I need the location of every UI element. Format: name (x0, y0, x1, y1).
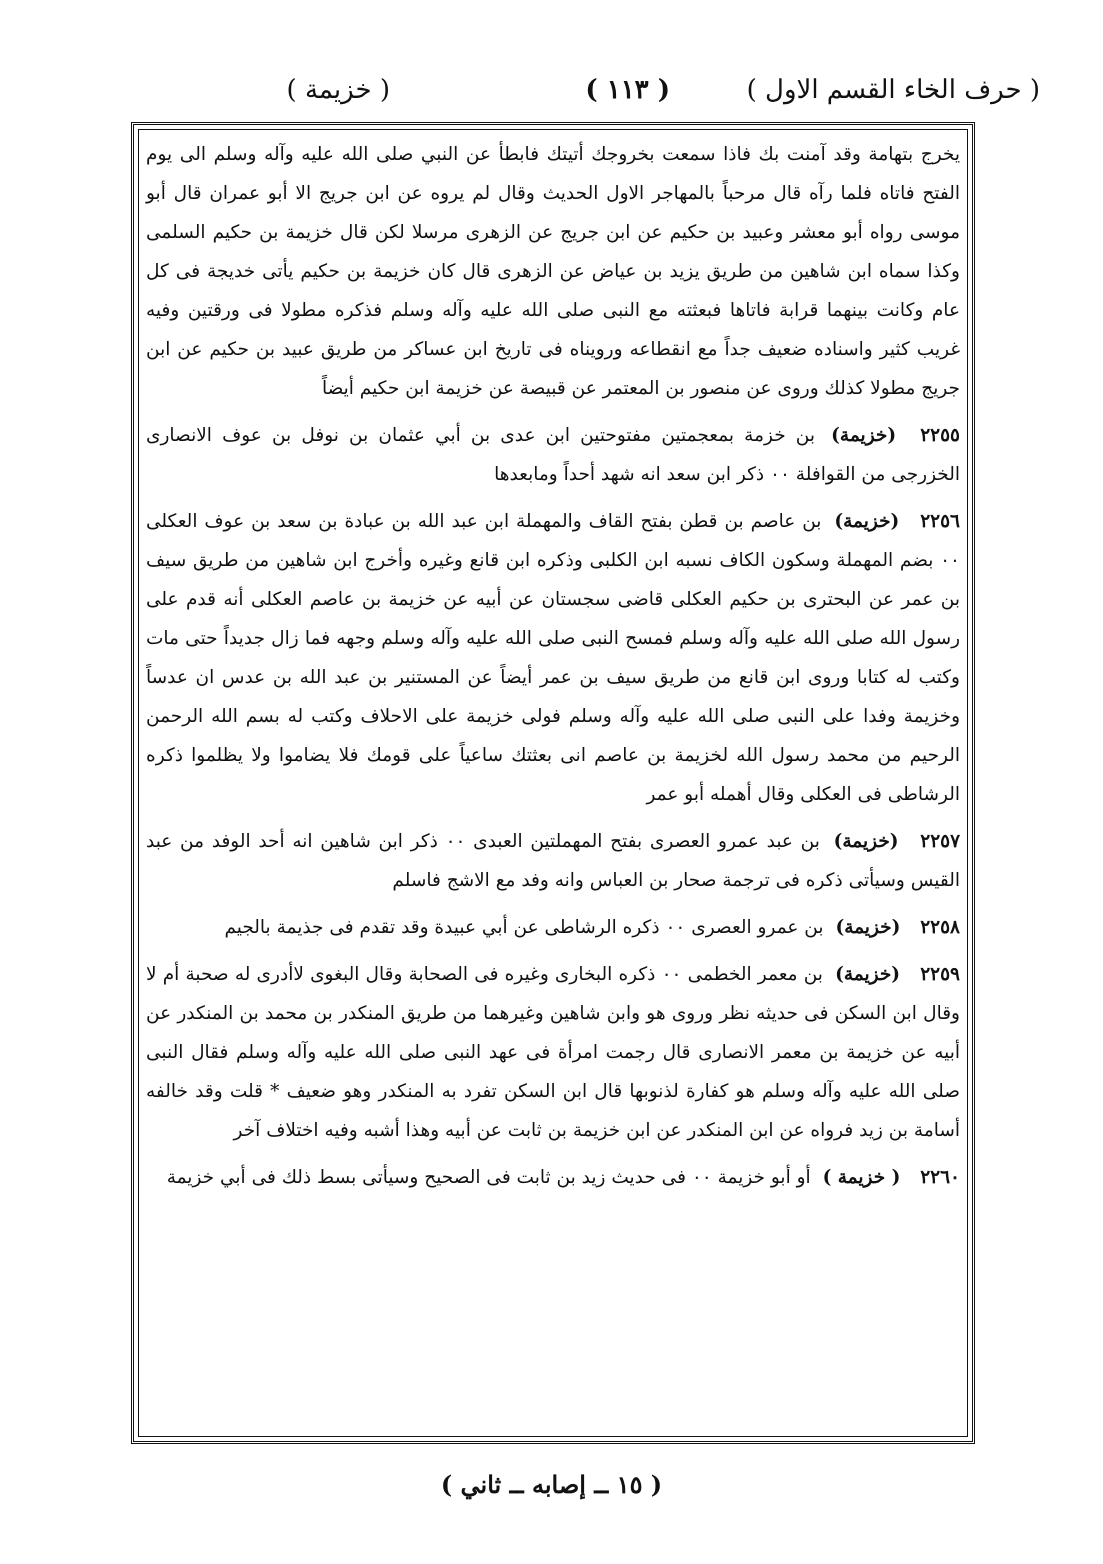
entry-2255 (146, 416, 960, 494)
entry-name: (خزيمة) (835, 964, 901, 985)
entry-2259 (146, 955, 960, 1150)
page-number: ( ١١٣ ) (585, 75, 670, 105)
entry-text: بن عبد عمرو العصرى بفتح المهملتين العبدى ٠٠ ذكر ابن شاهين انه أحد الوفد من عبد القيس وسيأتى ذكره فى ترجمة صحار بن العباس وانه وفد مع الاشج فاسلم (146, 831, 960, 891)
entry-2256 (146, 502, 960, 814)
entry-2260 (146, 1158, 960, 1197)
entry-2258 (146, 908, 960, 947)
header-section-title: ( حرف الخاء القسم الاول ) (746, 75, 1040, 105)
entry-text: بن عمرو العصرى ٠٠ ذكره الرشاطى عن أبي عبيدة وقد تقدم فى جذيمة بالجيم (224, 917, 824, 938)
continuation-paragraph (146, 135, 960, 408)
entry-2257 (146, 822, 960, 900)
entry-number: ٢٢٥٧ (920, 831, 961, 852)
paragraph-text: يخرج بتهامة وقد آمنت بك فاذا سمعت بخروجك أتيتك فابطأ عن النبي صلى الله عليه وآله وسلم الى يوم الفتح فاتاه فلما رآه قال مرحباً بالمهاجر الاول الحديث وقال لم يروه عن ابن جريج الا أبو عمران قال أبو موسى رواه أبو معشر وعبيد بن حكيم عن ابن جريج عن الزهرى مرسلا لكن قال خزيمة بن حكيم السلمى وكذا سماه ابن شاهين من طريق يزيد بن عياض عن الزهرى قال كان خزيمة بن حكيم يأتى خديجة فى كل عام وكانت بينهما قرابة فاتاها فبعثته مع النبى صلى الله عليه وآله وسلم فذكره مطولا فى ورقتين وفيه غريب كثير واسناده ضعيف جداً مع انقطاعه ورويناه فى تاريخ ابن عساكر من طريق عبيد بن حكيم عن ابن جريج مطولا كذلك وروى عن منصور بن المعتمر عن قبيصة عن خزيمة ابن حكيم أيضاً (146, 144, 960, 399)
entry-number: ٢٢٥٨ (920, 917, 960, 938)
page-footer-signature: ( ١٥ ــ إصابه ــ ثاني ) (440, 1470, 663, 1499)
entry-text: بن عاصم بن قطن بفتح القاف والمهملة ابن عبد الله بن عبادة بن سعد بن عوف العكلى ٠٠ بضم المهملة وسكون الكاف نسبه ابن الكلبى وذكره ابن قانع وغيره وأخرج ابن شاهين من طريق سيف بن عمر عن البحترى بن حكيم العكلى قاضى سجستان عن أبيه عن خزيمة بن عاصم العكلى أنه قدم على رسول الله صلى الله عليه وآله وسلم فمسح النبى صلى الله عليه وآله وسلم وجهه فما زال جديداً حتى مات وكتب له كتابا وروى ابن قانع من طريق سيف بن عمر أيضاً عن المستنير بن عبد الله بن عدس ان عدساً وخزيمة وفدا على النبى صلى الله عليه وآله وسلم فولى خزيمة على الاحلاف وكتب له بسم الله الرحمن الرحيم من محمد رسول الله لخزيمة بن عاصم انى بعثتك ساعياً على قومك فلا يضاموا ولا يظلموا ذكره الرشاطى فى العكلى وقال أهمله أبو عمر (146, 511, 960, 805)
entry-name: (خزيمة) (835, 917, 901, 938)
entry-text: أو أبو خزيمة ٠٠ فى حديث زيد بن ثابت فى الصحيح وسيأتى بسط ذلك فى أبي خزيمة (166, 1167, 811, 1188)
entry-text: بن خزمة بمعجمتين مفتوحتين ابن عدى بن أبي عثمان بن نوفل بن عوف الانصارى الخزرجى من القوافلة ٠٠ ذكر ابن سعد انه شهد أحداً ومابعدها (146, 425, 960, 485)
entry-name: (خزيمة) (834, 511, 900, 532)
text-frame (131, 122, 975, 1444)
entry-name: ( خزيمة ) (822, 1167, 901, 1188)
entry-name: (خزيمة) (831, 425, 897, 446)
page-header (140, 62, 1040, 118)
entry-number: ٢٢٥٦ (920, 511, 960, 532)
entry-name: (خزيمة) (833, 831, 899, 852)
entry-number: ٢٢٥٩ (920, 964, 960, 985)
entry-text: بن معمر الخطمى ٠٠ ذكره البخارى وغيره فى الصحابة وقال البغوى لاأدرى له صحبة أم لا وقال ابن السكن فى حديثه نظر وروى هو وابن شاهين وغيرهما من طريق المنكدر بن محمد بن المنكدر عن أبيه عن خزيمة بن معمر الانصارى قال رجمت امرأة فى عهد النبى صلى الله عليه وآله وسلم فقال النبى صلى الله عليه وآله وسلم هو كفارة لذنوبها قال ابن السكن تفرد به المنكدر وهو ضعيف * قلت وقد خالفه أسامة بن زيد فرواه عن ابن المنكدر عن ابن خزيمة بن ثابت عن أبيه وهذا أشبه وفيه اختلاف آخر (146, 964, 960, 1141)
header-entry-name: ( خزيمة ) (286, 75, 390, 105)
entry-number: ٢٢٦٠ (920, 1167, 960, 1188)
entry-number: ٢٢٥٥ (920, 425, 960, 446)
